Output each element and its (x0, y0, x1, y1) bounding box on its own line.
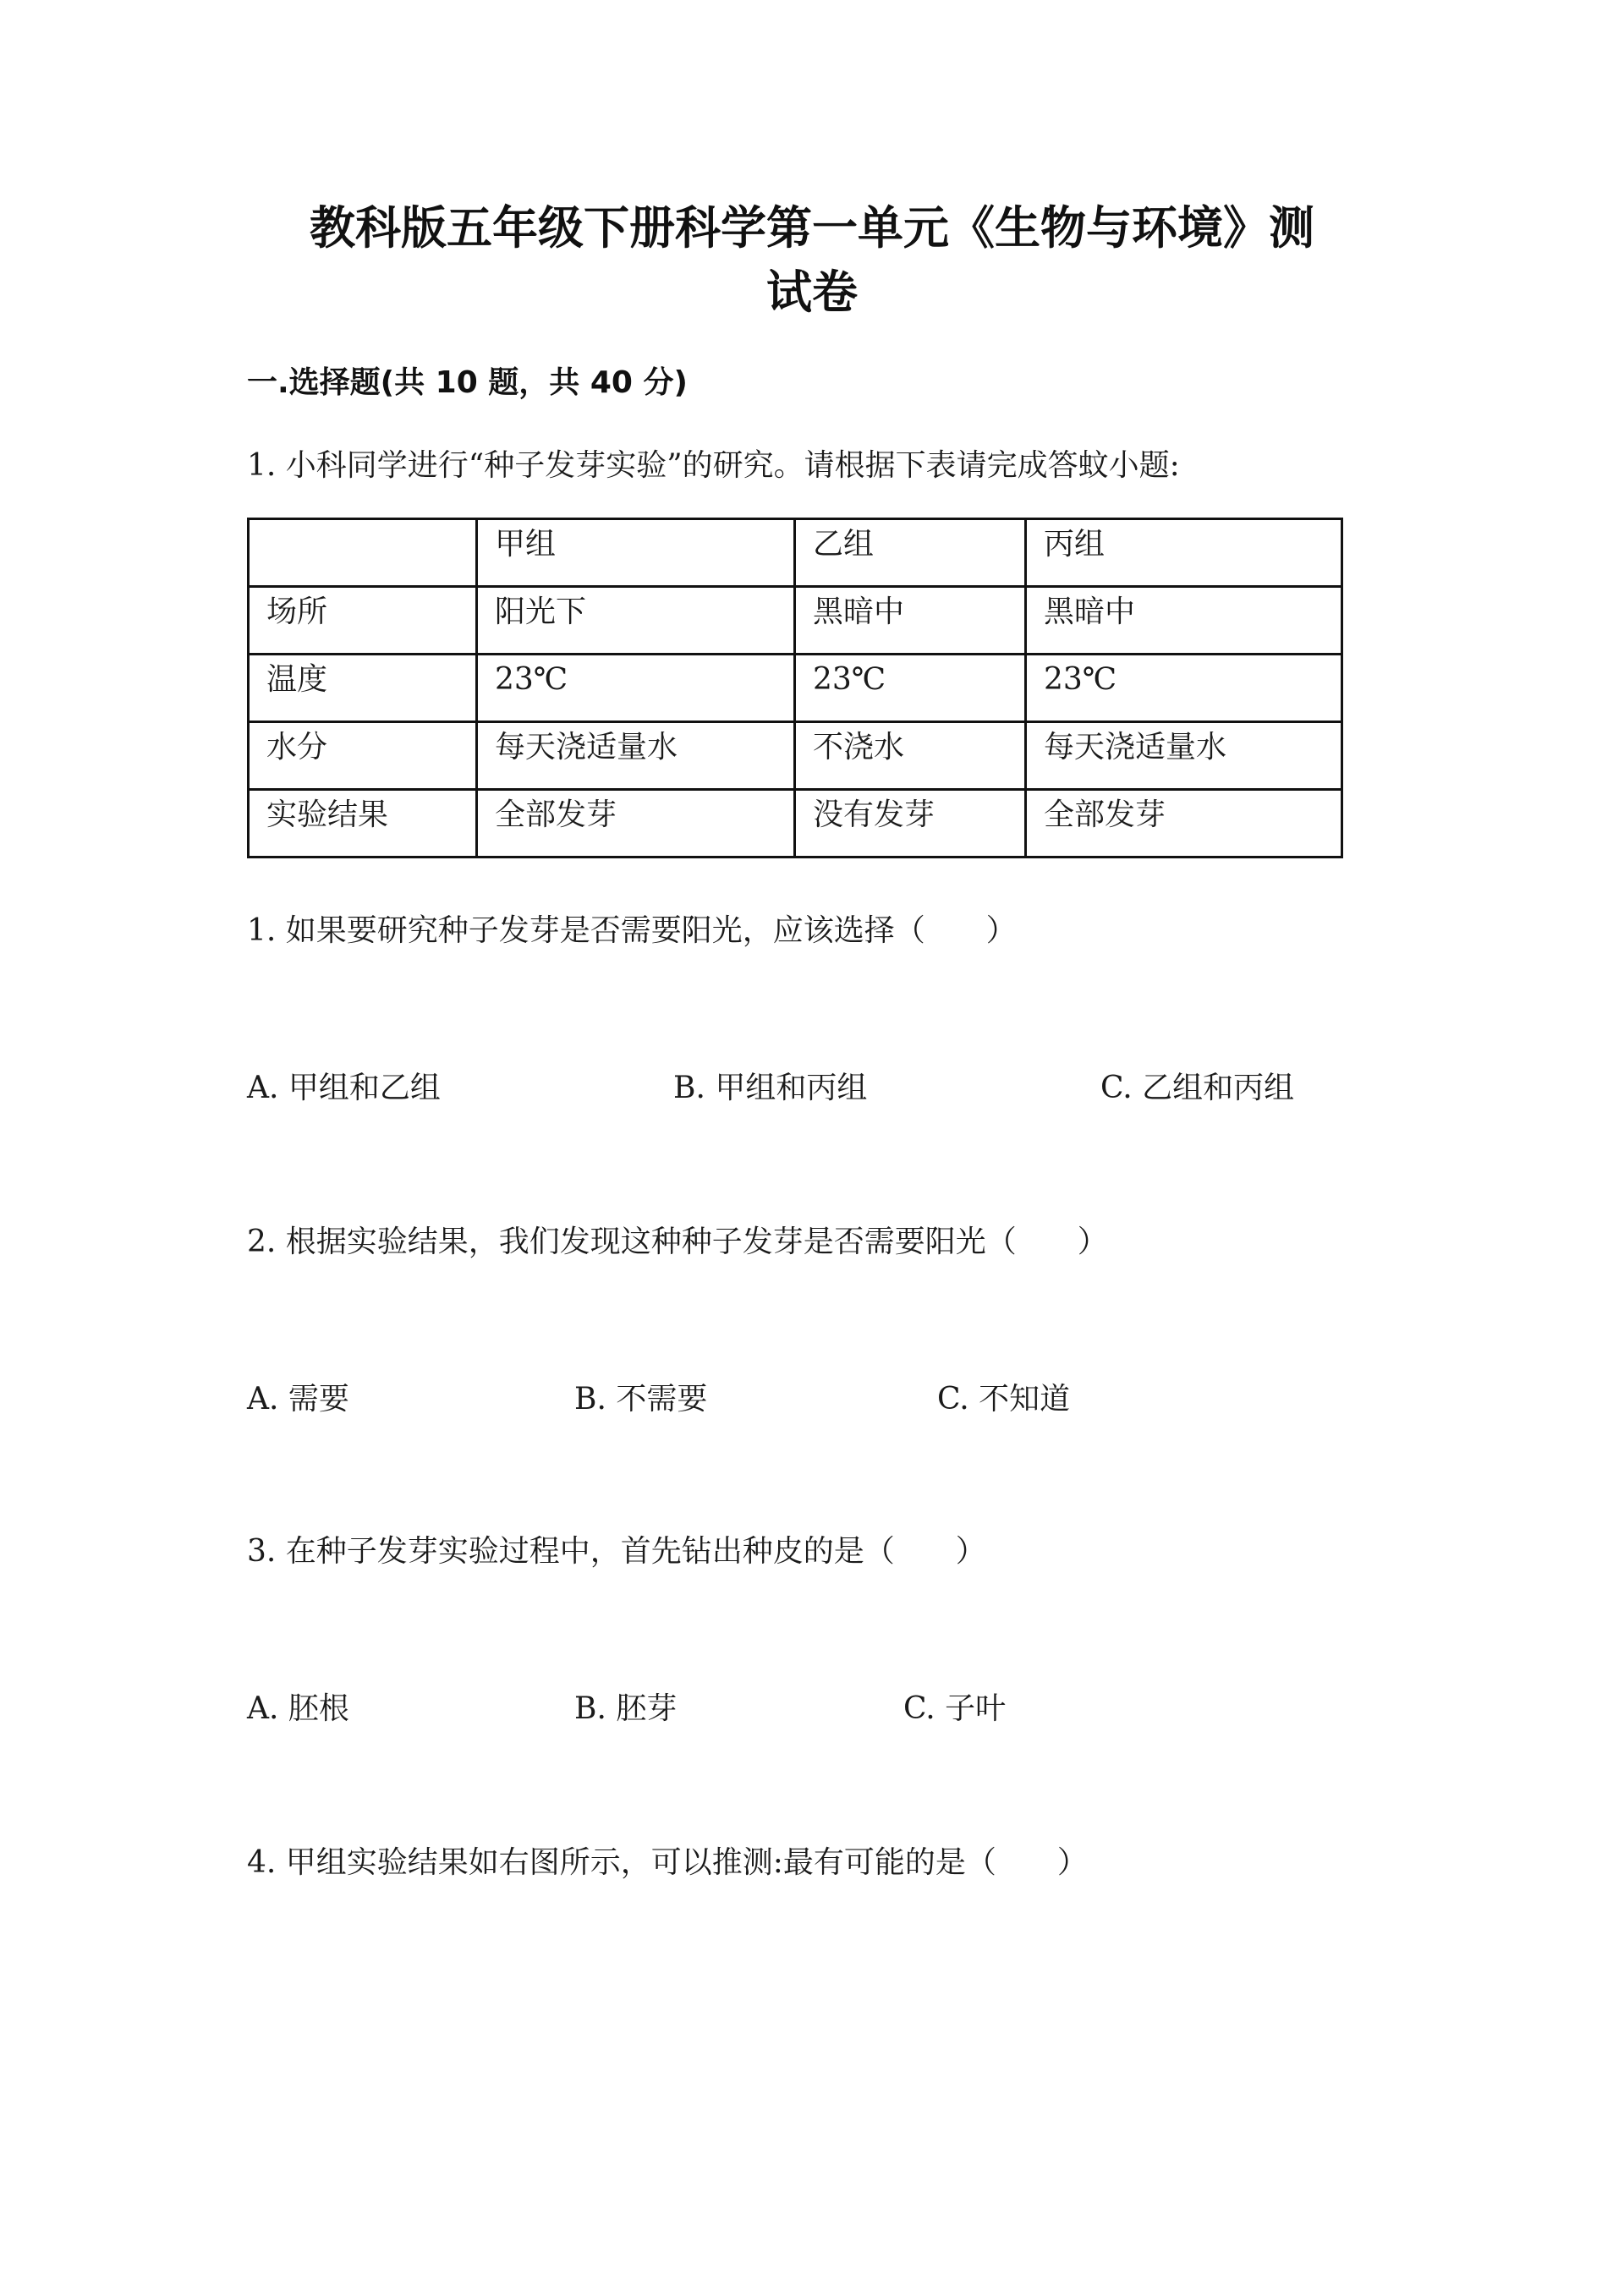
table-cell: 不浇水 (795, 722, 1026, 790)
document-title-line-2: 试卷 (766, 266, 858, 319)
question-1-option-a[interactable]: A. 甲组和乙组 (247, 1071, 441, 1105)
table-cell: 丙组 (1026, 519, 1342, 587)
table-cell: 甲组 (477, 519, 795, 587)
table-cell: 23℃ (477, 655, 795, 722)
table-cell: 没有发芽 (795, 790, 1026, 858)
table-cell: 全部发芽 (1026, 790, 1342, 858)
table-cell: 场所 (249, 587, 477, 655)
table-cell: 实验结果 (249, 790, 477, 858)
table-row (249, 790, 1342, 858)
question-3-option-a[interactable]: A. 胚根 (247, 1691, 349, 1726)
table-cell: 每天浇适量水 (1026, 722, 1342, 790)
table-cell: 温度 (249, 655, 477, 722)
table-row (249, 722, 1342, 790)
table-cell: 黑暗中 (795, 587, 1026, 655)
table-cell: 阳光下 (477, 587, 795, 655)
table-cell: 全部发芽 (477, 790, 795, 858)
question-2-option-c[interactable]: C. 不知道 (937, 1382, 1071, 1417)
experiment-table (247, 518, 1343, 858)
question-3-option-c[interactable]: C. 子叶 (903, 1691, 1007, 1726)
document-title-line-1: 教科版五年级下册科学第一单元《生物与环境》测 (310, 201, 1314, 255)
question-3-option-b[interactable]: B. 胚芽 (574, 1691, 678, 1726)
table-cell: 23℃ (795, 655, 1026, 722)
table-cell: 水分 (249, 722, 477, 790)
question-1-option-b[interactable]: B. 甲组和丙组 (673, 1071, 868, 1105)
table-cell (249, 519, 477, 587)
table-row (249, 519, 1342, 587)
question-1-text: 1. 如果要研究种子发芽是否需要阳光，应该选择（ ） (247, 913, 1017, 948)
table-cell: 黑暗中 (1026, 587, 1342, 655)
section-title: 一.选择题(共 10 题，共 40 分) (247, 365, 688, 400)
question-3-text: 3. 在种子发芽实验过程中，首先钻出种皮的是（ ） (247, 1534, 986, 1569)
table-row (249, 587, 1342, 655)
question-2-option-a[interactable]: A. 需要 (247, 1382, 349, 1417)
question-2-text: 2. 根据实验结果，我们发现这种种子发芽是否需要阳光（ ） (247, 1225, 1108, 1259)
question-2-option-b[interactable]: B. 不需要 (574, 1382, 708, 1417)
table-row (249, 655, 1342, 722)
table-cell: 乙组 (795, 519, 1026, 587)
table-cell: 每天浇适量水 (477, 722, 795, 790)
question-4-text: 4. 甲组实验结果如右图所示，可以推测:最有可能的是（ ） (247, 1845, 1088, 1880)
document-title (245, 196, 1379, 325)
table-cell: 23℃ (1026, 655, 1342, 722)
question-intro: 1. 小科同学进行“种子发芽实验”的研究。请根据下表请完成答蚊小题: (247, 448, 1180, 483)
question-1-option-c[interactable]: C. 乙组和丙组 (1100, 1071, 1295, 1105)
